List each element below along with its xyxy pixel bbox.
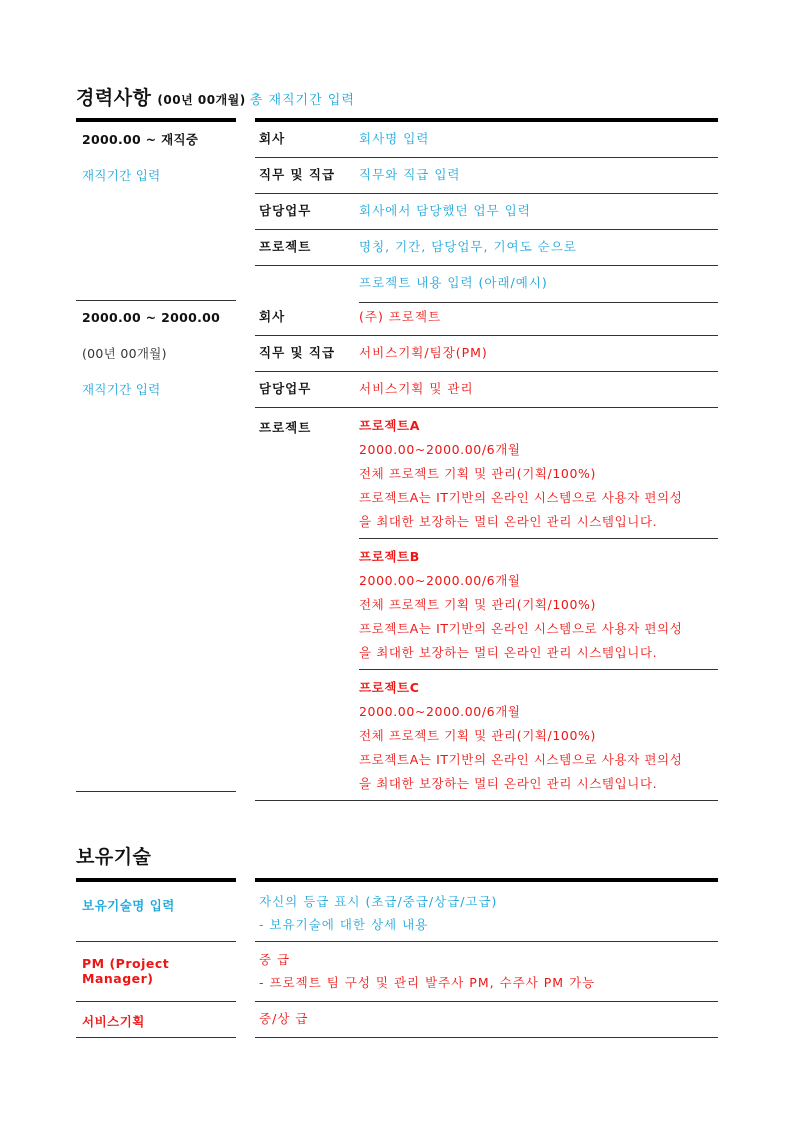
project-item-a xyxy=(359,408,718,539)
skill-level: 중/상 급 xyxy=(259,1011,309,1026)
row-duties xyxy=(255,194,718,230)
career-entry-1 xyxy=(76,118,718,300)
project-period: 2000.00~2000.00/6개월 xyxy=(359,442,521,457)
career-total-hint: 총 재직기간 입력 xyxy=(249,93,355,108)
career-entry-1-period-column xyxy=(76,118,236,301)
project-desc: 프로젝트A는 IT기반의 온라인 시스템으로 사용자 편의성 xyxy=(359,490,683,505)
skill-level-1 xyxy=(255,882,718,942)
career-entry-2 xyxy=(76,300,718,794)
project-period: 2000.00~2000.00/6개월 xyxy=(359,704,521,719)
skill-detail: - 프로젝트 팀 구성 및 관리 발주사 PM, 수주사 PM 가능 xyxy=(259,975,596,990)
career-entry-2-details xyxy=(255,300,718,801)
career-entry-2-period: 2000.00 ~ 2000.00 xyxy=(82,310,221,325)
skills-section-title xyxy=(76,842,151,869)
skill-detail: - 보유기술에 대한 상세 내용 xyxy=(259,917,429,932)
skills-level-column xyxy=(255,878,718,1038)
project-name: 프로젝트B xyxy=(359,549,420,564)
skill-name-2: PM (Project Manager) xyxy=(76,942,236,1002)
row-company xyxy=(255,300,718,336)
project-name: 프로젝트A xyxy=(359,418,420,433)
skill-level: 중 급 xyxy=(259,952,291,967)
label-duties: 담당업무 xyxy=(259,381,312,396)
career-entry-1-period-hint: 재직기간 입력 xyxy=(82,168,161,183)
project-role: 전체 프로젝트 기획 및 관리(기획/100%) xyxy=(359,728,596,743)
career-total-period: (00년 00개월) xyxy=(157,93,246,107)
row-projects xyxy=(255,408,718,801)
project-desc: 을 최대한 보장하는 멀티 온라인 관리 시스템입니다. xyxy=(359,645,658,660)
project-role: 전체 프로젝트 기획 및 관리(기획/100%) xyxy=(359,466,596,481)
career-section-title xyxy=(76,83,355,110)
project-desc: 프로젝트A는 IT기반의 온라인 시스템으로 사용자 편의성 xyxy=(359,752,683,767)
career-title: 경력사항 xyxy=(76,87,152,109)
project-item-c xyxy=(359,670,718,800)
row-company xyxy=(255,122,718,158)
skill-level-2 xyxy=(255,942,718,1002)
skills-title: 보유기술 xyxy=(76,846,152,868)
project-desc: 을 최대한 보장하는 멀티 온라인 관리 시스템입니다. xyxy=(359,514,658,529)
skill-name-1: 보유기술명 입력 xyxy=(76,882,236,942)
label-company: 회사 xyxy=(259,131,286,146)
value-project: 명칭, 기간, 담당업무, 기여도 순으로 xyxy=(359,239,577,254)
row-project xyxy=(255,230,718,266)
project-desc: 프로젝트A는 IT기반의 온라인 시스템으로 사용자 편의성 xyxy=(359,621,683,636)
project-name: 프로젝트C xyxy=(359,680,420,695)
row-position xyxy=(255,336,718,372)
value-company: (주) 프로젝트 xyxy=(359,309,442,324)
value-position: 서비스기획/팀장(PM) xyxy=(359,345,488,360)
label-company: 회사 xyxy=(259,309,286,324)
skill-level: 자신의 등급 표시 (초급/중급/상급/고급) xyxy=(259,894,498,909)
skill-name-3: 서비스기획 xyxy=(76,1002,236,1038)
value-company: 회사명 입력 xyxy=(359,131,430,146)
project-list xyxy=(359,408,718,800)
value-duties: 회사에서 담당했던 업무 입력 xyxy=(359,203,531,218)
label-projects: 프로젝트 xyxy=(259,420,312,435)
row-position xyxy=(255,158,718,194)
label-position: 직무 및 직급 xyxy=(259,167,336,182)
project-item-b xyxy=(359,539,718,670)
value-position: 직무와 직급 입력 xyxy=(359,167,461,182)
project-desc: 을 최대한 보장하는 멀티 온라인 관리 시스템입니다. xyxy=(359,776,658,791)
project-role: 전체 프로젝트 기획 및 관리(기획/100%) xyxy=(359,597,596,612)
career-entry-2-period-hint: 재직기간 입력 xyxy=(82,382,161,397)
project-period: 2000.00~2000.00/6개월 xyxy=(359,573,521,588)
skills-table xyxy=(76,878,718,1038)
value-duties: 서비스기획 및 관리 xyxy=(359,381,474,396)
career-entry-2-duration: (00년 00개월) xyxy=(82,346,167,361)
career-entry-2-period-column xyxy=(76,300,236,792)
label-project: 프로젝트 xyxy=(259,239,312,254)
row-duties xyxy=(255,372,718,408)
skill-level-3 xyxy=(255,1002,718,1038)
label-position: 직무 및 직급 xyxy=(259,345,336,360)
career-entry-1-details xyxy=(255,118,718,303)
skills-name-column xyxy=(76,878,236,1038)
career-entry-1-period: 2000.00 ~ 재직중 xyxy=(82,132,199,147)
value-project-extra: 프로젝트 내용 입력 (아래/예시) xyxy=(359,266,718,303)
label-duties: 담당업무 xyxy=(259,203,312,218)
